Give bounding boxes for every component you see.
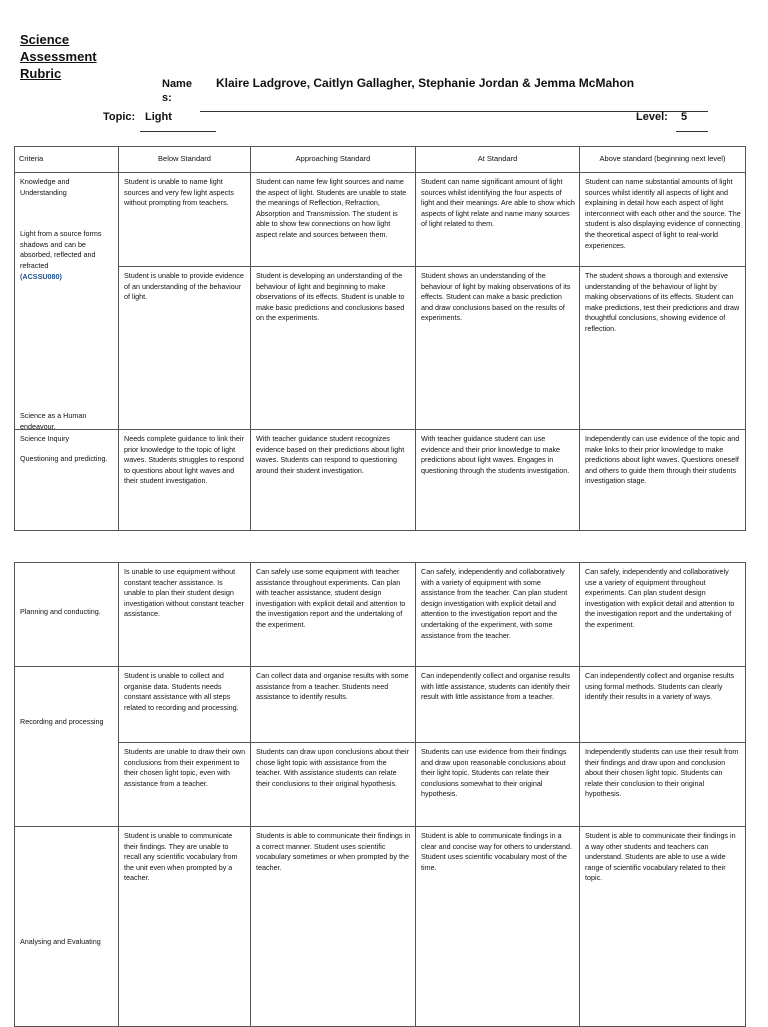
criteria-science-inquiry: Science Inquiry [20, 434, 70, 443]
table-cell: Students can draw upon conclusions about their chose light topic with assistance from the teacher. With assistance students can relate their conclusions to their original hypothesis. [251, 743, 416, 827]
table-cell: Can collect data and organise results with some assistance from a teacher. Students need assistance to identify results. [251, 667, 416, 743]
table-cell: Independently can use evidence of the topic and make links to their prior knowledge to make predictions about light waves. Questions oneself and others to guide them through their students investigation stage. [580, 430, 746, 531]
title-line-1: Science [20, 32, 70, 47]
table-cell: Student can name substantial amounts of light sources whilst identify all aspects of light and explaining in detail how each aspect of light interconnect with each other and the source. The student is also displaying evidence of connecting the theoretical aspect of light to real-world experiences. [580, 173, 746, 267]
names-value: Klaire Ladgrove, Caitlyn Gallagher, Stephanie Jordan & Jemma McMahon [216, 76, 635, 90]
col-criteria: Criteria [15, 147, 119, 173]
table-cell: Student is developing an understanding of the behaviour of light and beginning to make observations of its effects. Student is unable to make basic predictions and conclusions based on the experiments. [251, 267, 416, 430]
table-cell: Student is unable to name light sources and very few light aspects without prompting from teachers. [119, 173, 251, 267]
title-line-2: Assessment [20, 49, 97, 64]
criteria-analysing: Analysing and Evaluating [20, 937, 101, 946]
table-row [15, 173, 746, 267]
table-cell: With teacher guidance student recognizes evidence based on their predictions about light waves. Students can respond to questioning around their student investigation. [251, 430, 416, 531]
title-line-3: Rubric [20, 66, 62, 81]
table-cell: Students is able to communicate their findings in a correct manner. Student uses scientific vocabulary sometimes or when prompted by the teacher. [251, 827, 416, 1027]
criteria-recording: Recording and processing [20, 717, 104, 726]
col-at-standard: At Standard [416, 147, 580, 173]
table-row [15, 563, 746, 667]
table-row [15, 430, 746, 531]
names-label: Name s: [162, 78, 192, 104]
level-label: Level: [636, 111, 668, 123]
topic-value: Light [145, 111, 172, 123]
table-cell: Can safely use some equipment with teacher assistance throughout experiments. Can plan with teacher assistance, student design investigation with explicit detail and attention to the investigation report and the undertaking of the experiment. [251, 563, 416, 667]
table-cell: Student is unable to provide evidence of an understanding of the behaviour of light. [119, 267, 251, 430]
table-cell: Can independently collect and organise results using formal methods. Students can clearly identify their results in a variety of ways. [580, 667, 746, 743]
table-row [15, 827, 746, 1027]
level-value: 5 [681, 111, 688, 123]
criteria-recording-cell [15, 667, 119, 827]
col-below-standard: Below Standard [119, 147, 251, 173]
topic-label: Topic: [103, 111, 136, 123]
topic-underline [140, 131, 216, 132]
criteria-questioning: Questioning and predicting. [20, 453, 108, 463]
table-cell: Can independently collect and organise results with little assistance, students can identify their result with little assistance from a teacher. [416, 667, 580, 743]
table-cell: Can safely, independently and collaboratively with a variety of equipment with some assistance from the teacher. Can plan student design investigation with explicit detail and attention to the investigation report and the undertaking of the experiment, with some assistance from the teacher. [416, 563, 580, 667]
document-title [20, 31, 130, 82]
table-row [15, 667, 746, 743]
criteria-inquiry-cell [15, 430, 119, 531]
table-cell: Independently students can use their result from their findings and draw upon and conclusion about their chosen light topic. Students can relate their conclusion to their original hypothesis. [580, 743, 746, 827]
criteria-light-description: Light from a source forms shadows and can be absorbed, reflected and refracted [20, 229, 102, 270]
curriculum-code: (ACSSU080) [20, 271, 62, 281]
criteria-human-endeavour: Science as a Human endeavour. [20, 411, 87, 430]
table-row [15, 267, 746, 430]
criteria-knowledge-cell [15, 173, 119, 430]
table-row [15, 743, 746, 827]
criteria-knowledge: Knowledge and Understanding [20, 177, 70, 197]
criteria-analysing-cell [15, 827, 119, 1027]
rubric-table-1 [14, 146, 746, 531]
table-cell: With teacher guidance student can use evidence and their prior knowledge to make predictions about light waves. Engages in questioning through the students investigation. [416, 430, 580, 531]
col-above-standard: Above standard (beginning next level) [580, 147, 746, 173]
table-cell: Students are unable to draw their own conclusions from their experiment to their chosen light topic, even with assistance from a teacher. [119, 743, 251, 827]
criteria-planning-cell [15, 563, 119, 667]
table-cell: Student can name few light sources and name the aspect of light. Students are unable to state the meanings of Reflection, Refraction, Absorption and Transmission. The student is able to show few connections on how light aspect relate and sources between them. [251, 173, 416, 267]
rubric-table-2 [14, 562, 746, 1027]
level-underline [676, 131, 708, 132]
names-underline [200, 111, 708, 112]
table-cell: Student is unable to collect and organise data. Students needs constant assistance with all steps related to recording and processing. [119, 667, 251, 743]
table-cell: Is unable to use equipment without constant teacher assistance. Is unable to plan their student design investigation without constant teacher assistance. [119, 563, 251, 667]
table-cell: Needs complete guidance to link their prior knowledge to the topic of light waves. Students struggles to respond to questions about light waves and their student investigation. [119, 430, 251, 531]
table-cell: Can safely, independently and collaboratively use a variety of equipment throughout experiments. Can plan student design investigation with explicit detail and attention to the investigation report and the undertaking of the experiment. [580, 563, 746, 667]
table-cell: Student can name significant amount of light sources whilst identifying the four aspects of light and their meanings. Are able to show which aspects of light relate and name many sources of light related to them. [416, 173, 580, 267]
col-approaching-standard: Approaching Standard [251, 147, 416, 173]
header-row [15, 147, 746, 173]
table-cell: Student is able to communicate their findings in a way other students and teachers can understand. Students are able to use a wide range of scientific vocabulary related to their topic. [580, 827, 746, 1027]
table-cell: Student is unable to communicate their findings. They are unable to recall any scientific vocabulary from the unit even when prompted by a teacher. [119, 827, 251, 1027]
table-cell: Student is able to communicate findings in a clear and concise way for others to understand. Student uses scientific vocabulary most of the time. [416, 827, 580, 1027]
table-cell: The student shows a thorough and extensive understanding of the behaviour of light by making observations of its effects. Student can make predictions, test their predictions and draw thoughtful conclusions, showing evidence of reflection. [580, 267, 746, 430]
table-cell: Students can use evidence from their findings and draw upon reasonable conclusions about their light topic. Students can relate their conclusions somewhat to their original hypothesis. [416, 743, 580, 827]
table-cell: Student shows an understanding of the behaviour of light by making observations of its effects. Student can make a basic prediction and draw conclusions based on the results of experiments. [416, 267, 580, 430]
criteria-planning: Planning and conducting. [20, 607, 101, 616]
